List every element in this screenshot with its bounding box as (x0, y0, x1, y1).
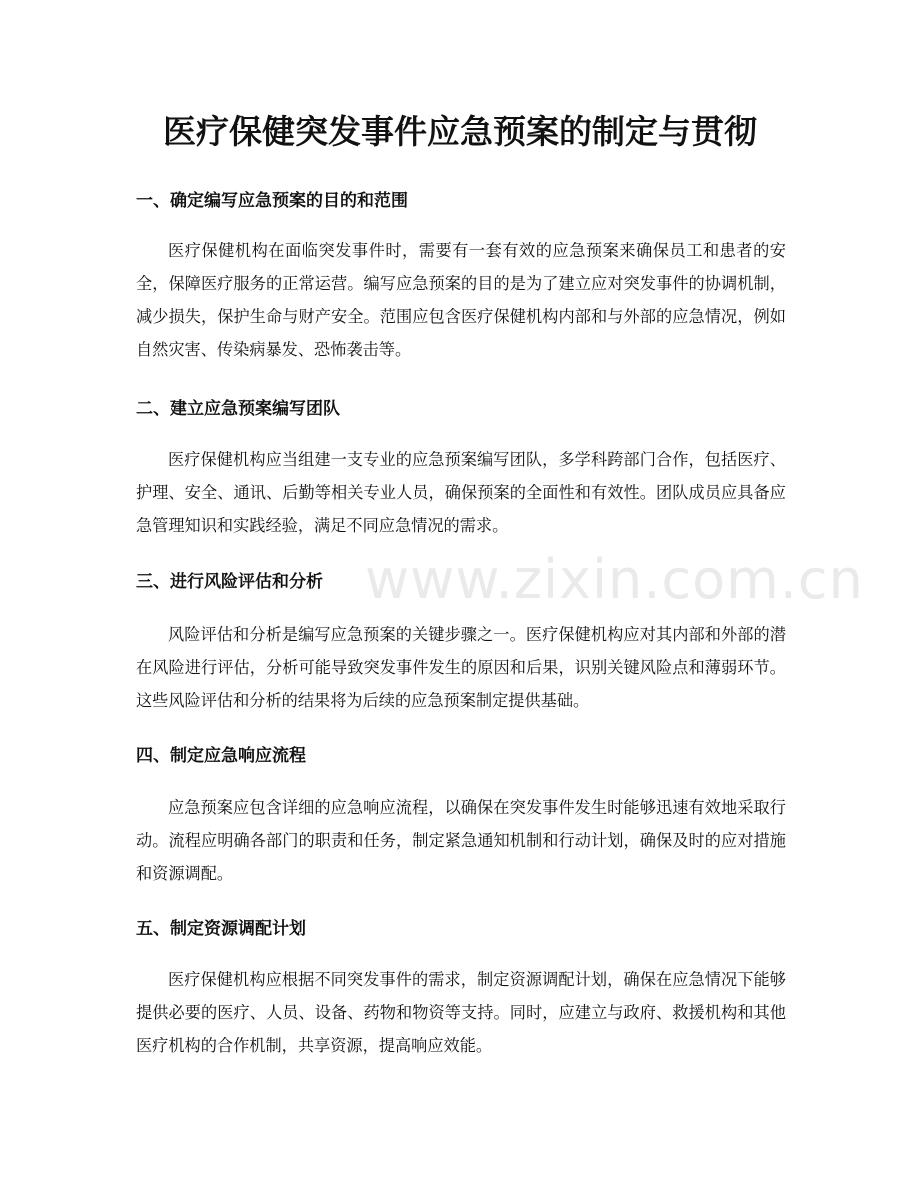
section-heading-1: 一、确定编写应急预案的目的和范围 (136, 191, 408, 211)
section-body-5: 医疗保健机构应根据不同突发事件的需求，制定资源调配计划，确保在应急情况下能够提供必要的医疗、人员、设备、药物和物资等支持。同时，应建立与政府、救援机构和其他医疗机构的合作机制，共享资源，提高响应效能。 (136, 970, 786, 1055)
section-heading-5: 五、制定资源调配计划 (136, 919, 306, 939)
section-body-3: 风险评估和分析是编写应急预案的关键步骤之一。医疗保健机构应对其内部和外部的潜在风险进行评估，分析可能导致突发事件发生的原因和后果，识别关键风险点和薄弱环节。这些风险评估和分析的结果将为后续的应急预案制定提供基础。 (136, 625, 786, 710)
watermark: www.zixin.com.cn (365, 548, 864, 611)
page-title: 医疗保健突发事件应急预案的制定与贯彻 (163, 112, 757, 151)
section-heading-4: 四、制定应急响应流程 (136, 746, 306, 766)
section-body-4: 应急预案应包含详细的应急响应流程，以确保在突发事件发生时能够迅速有效地采取行动。流程应明确各部门的职责和任务，制定紧急通知机制和行动计划，确保及时的应对措施和资源调配。 (136, 798, 786, 883)
section-heading-3: 三、进行风险评估和分析 (136, 572, 323, 592)
section-body-1: 医疗保健机构在面临突发事件时，需要有一套有效的应急预案来确保员工和患者的安全，保障医疗服务的正常运营。编写应急预案的目的是为了建立应对突发事件的协调机制，减少损失，保护生命与财产安全。范围应包含医疗保健机构内部和与外部的应急情况，例如自然灾害、传染病暴发、恐怖袭击等。 (136, 241, 786, 359)
section-body-2: 医疗保健机构应当组建一支专业的应急预案编写团队，多学科跨部门合作，包括医疗、护理、安全、通讯、后勤等相关专业人员，确保预案的全面性和有效性。团队成员应具备应急管理知识和实践经验，满足不同应急情况的需求。 (136, 450, 786, 535)
section-heading-2: 二、建立应急预案编写团队 (136, 399, 340, 419)
